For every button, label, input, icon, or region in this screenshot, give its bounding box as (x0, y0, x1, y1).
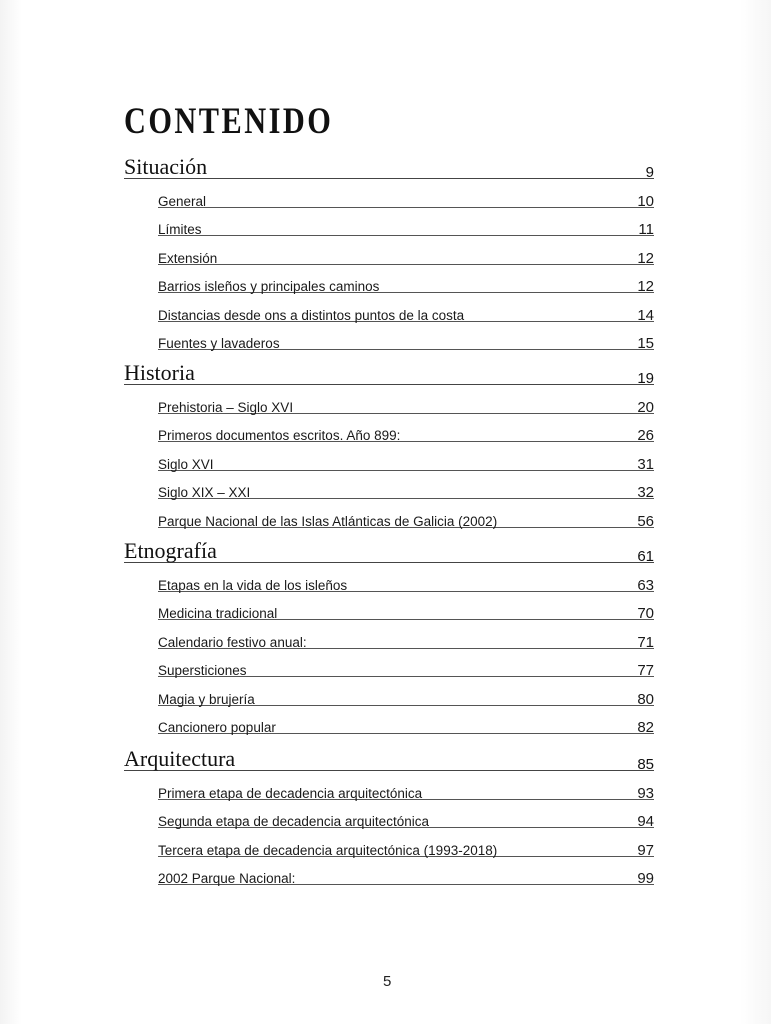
toc-entry (158, 471, 654, 500)
toc-entry (158, 265, 654, 294)
entry-label: Fuentes y lavaderos (158, 336, 280, 351)
entry-page: 70 (637, 605, 654, 622)
entry-label: Barrios isleños y principales caminos (158, 279, 380, 294)
entry-label: Segunda etapa de decadencia arquitectónica (158, 814, 429, 829)
entry-label: Cancionero popular (158, 720, 276, 735)
entry-page: 93 (637, 784, 654, 802)
entry-page: 71 (637, 633, 654, 651)
entry-page: 14 (637, 306, 654, 324)
toc-section-situacion (124, 152, 654, 350)
toc-section-heading (124, 744, 654, 771)
entry-label: Etapas en la vida de los isleños (158, 577, 348, 593)
section-page: 85 (637, 756, 654, 773)
entry-label: Límites (158, 222, 202, 237)
entry-page: 63 (637, 576, 654, 594)
page-number: 5 (383, 973, 392, 990)
entry-page: 77 (637, 662, 654, 679)
entry-page: 11 (638, 221, 654, 238)
section-page: 19 (637, 370, 654, 387)
toc-section-historia (124, 358, 654, 528)
entry-page: 15 (637, 335, 654, 352)
toc-entry (158, 857, 654, 886)
toc-entry (158, 828, 654, 857)
toc-section-arquitectura (124, 744, 654, 885)
section-title: Historia (124, 360, 195, 385)
entry-page: 20 (637, 398, 654, 416)
entry-label: Magia y brujería (158, 691, 255, 707)
entry-label: Medicina tradicional (158, 606, 278, 621)
toc-entry (158, 442, 654, 471)
page-title: CONTENIDO (124, 101, 334, 142)
toc-entry (158, 620, 654, 649)
toc-entry (158, 649, 654, 678)
toc-entry (158, 208, 654, 237)
entry-label: Extensión (158, 250, 218, 266)
toc-entry (158, 706, 654, 735)
toc-section-heading (124, 152, 654, 179)
entry-page: 26 (637, 427, 654, 444)
toc-entry (158, 322, 654, 351)
entry-label: Primeros documentos escritos. Año 899: (158, 428, 401, 443)
entry-page: 56 (637, 512, 654, 530)
toc-section-etnografia (124, 536, 654, 734)
entry-page: 99 (637, 870, 654, 887)
section-title: Etnografía (124, 538, 217, 563)
entry-label: Supersticiones (158, 663, 247, 678)
entry-label: Siglo XIX – XXI (158, 485, 251, 500)
entry-page: 10 (637, 192, 654, 210)
entry-label: Prehistoria – Siglo XVI (158, 399, 294, 415)
entry-page: 82 (637, 719, 654, 736)
entry-page: 12 (637, 249, 654, 267)
entry-label: Siglo XVI (158, 456, 214, 472)
entry-page: 31 (637, 455, 654, 473)
toc-entry (158, 800, 654, 829)
entry-label: Distancias desde ons a distintos puntos de la costa (158, 307, 465, 323)
entry-label: Calendario festivo anual: (158, 634, 307, 650)
toc-entry (158, 677, 654, 706)
toc-entry (158, 414, 654, 443)
toc-entry (158, 771, 654, 800)
entry-label: Primera etapa de decadencia arquitectónica (158, 785, 423, 801)
entry-page: 94 (637, 813, 654, 830)
toc-entry (158, 385, 654, 414)
section-page: 9 (645, 164, 654, 181)
entry-page: 80 (637, 690, 654, 708)
section-page: 61 (637, 548, 654, 565)
section-title: Arquitectura (124, 746, 236, 771)
toc-entry (158, 499, 654, 528)
toc-entry (158, 236, 654, 265)
entry-label: Parque Nacional de las Islas Atlánticas de Galicia (2002) (158, 513, 498, 529)
entry-label: 2002 Parque Nacional: (158, 871, 296, 886)
entry-page: 32 (637, 484, 654, 501)
entry-page: 12 (637, 278, 654, 295)
entry-label: General (158, 193, 207, 209)
toc-entry (158, 592, 654, 621)
entry-page: 97 (637, 841, 654, 859)
toc-section-heading (124, 536, 654, 563)
toc-entry (158, 293, 654, 322)
section-title: Situación (124, 154, 208, 179)
toc-entry (158, 179, 654, 208)
entry-label: Tercera etapa de decadencia arquitectónica (1993-2018) (158, 842, 498, 858)
toc-section-heading (124, 358, 654, 385)
toc-entry (158, 563, 654, 592)
